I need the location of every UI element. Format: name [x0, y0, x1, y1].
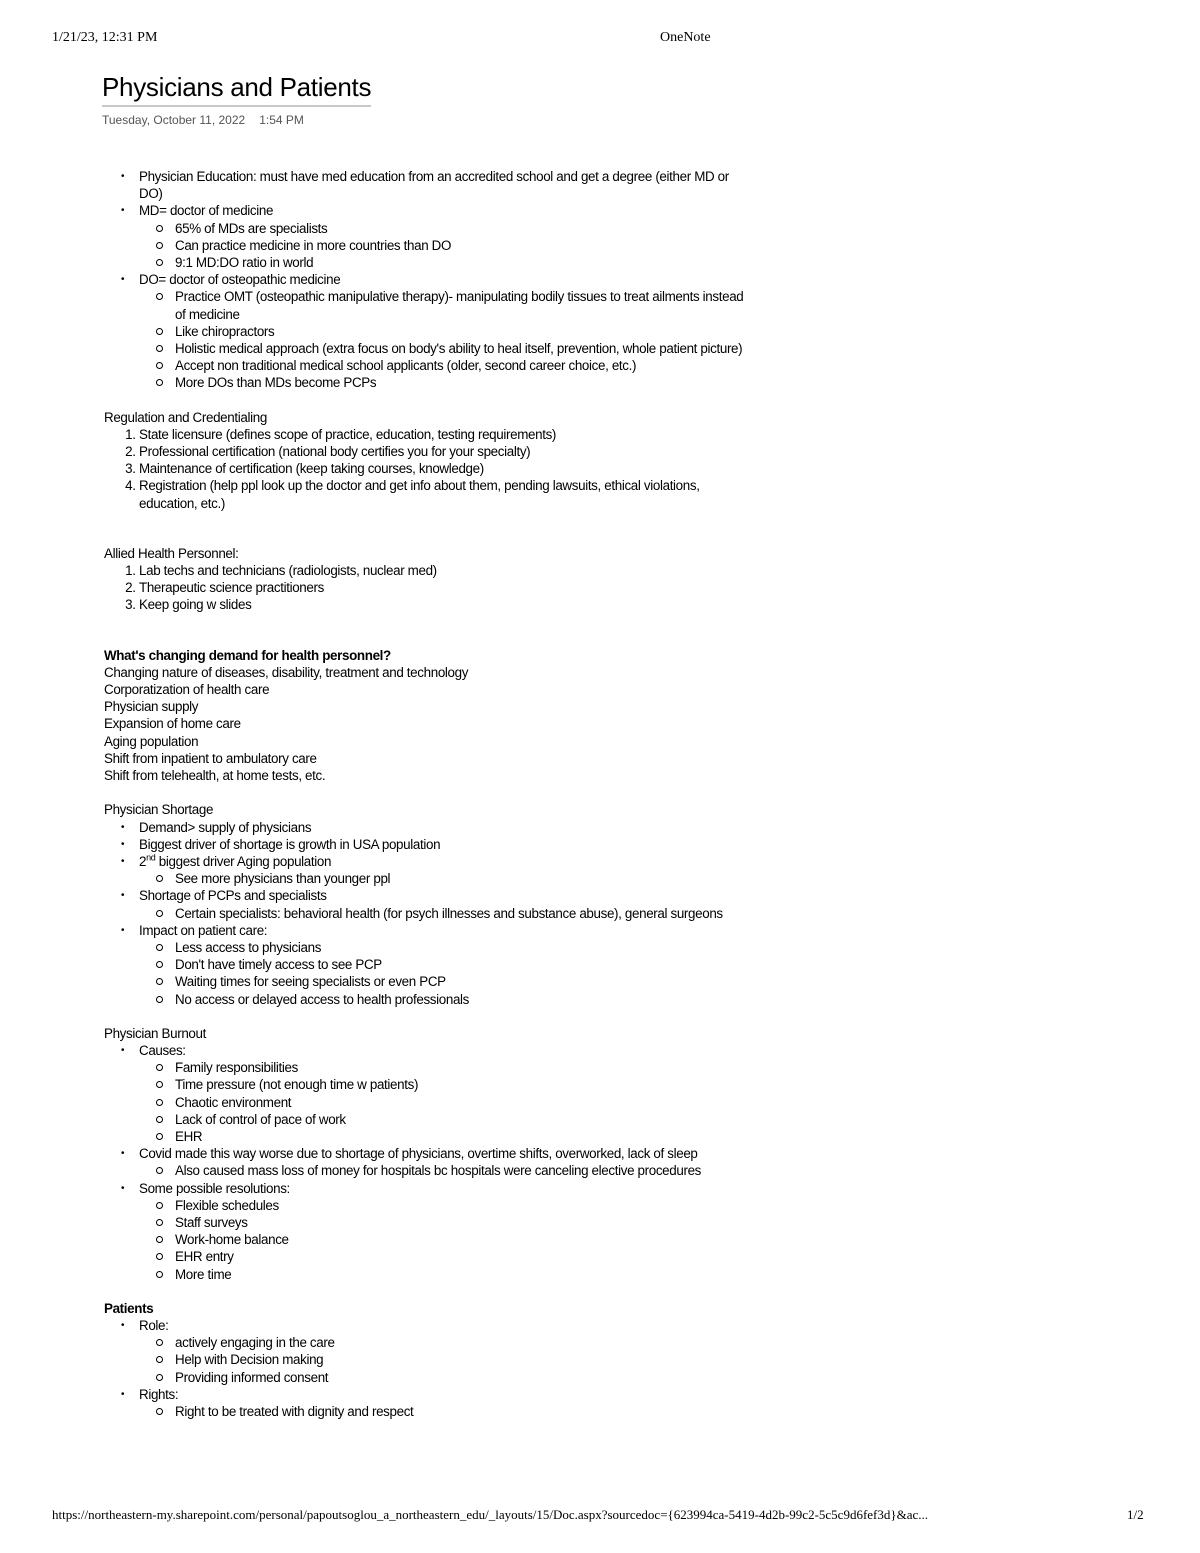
list-item — [139, 922, 744, 1008]
print-page-number: 1/2 — [1127, 1507, 1144, 1522]
list-item: 9:1 MD:DO ratio in world — [175, 254, 744, 271]
list-item: Can practice medicine in more countries than DO — [175, 237, 744, 254]
md-sublist — [139, 220, 744, 272]
list-item-text-part: biggest driver Aging population — [155, 853, 332, 869]
patients-sublist — [139, 1403, 744, 1420]
list-item: 3. Maintenance of certification (keep taking courses, knowledge) — [139, 460, 744, 477]
list-item: Help with Decision making — [175, 1351, 744, 1368]
list-item — [139, 1317, 744, 1386]
list-item-text: Shortage of PCPs and specialists — [139, 888, 327, 904]
list-item — [139, 168, 744, 202]
list-item: 1. State licensure (defines scope of practice, education, testing requirements) — [139, 426, 744, 443]
text-line: Aging population — [104, 733, 199, 749]
list-item — [139, 1145, 744, 1179]
list-item: More DOs than MDs become PCPs — [175, 374, 744, 391]
list-item-text: DO= doctor of osteopathic medicine — [139, 272, 341, 288]
section-heading-shortage: Physician Shortage — [104, 802, 214, 818]
burnout-sublist — [139, 1197, 744, 1283]
print-app-name: OneNote — [660, 30, 711, 45]
list-item: No access or delayed access to health professionals — [175, 991, 744, 1008]
list-item: Practice OMT (osteopathic manipulative therapy)- manipulating bodily tissues to treat ailments instead of medicine — [175, 289, 744, 322]
list-item — [139, 1042, 744, 1145]
list-item: Lack of control of pace of work — [175, 1111, 744, 1128]
list-item-text-part: 2 — [139, 853, 147, 869]
list-item: Chaotic environment — [175, 1094, 744, 1111]
list-item: Providing informed consent — [175, 1369, 744, 1386]
text-line: Changing nature of diseases, disability, treatment and technology — [104, 664, 469, 680]
page-title: Physicians and Patients — [102, 72, 371, 107]
list-item: Accept non traditional medical school applicants (older, second career choice, etc.) — [175, 357, 744, 374]
patients-list — [104, 1317, 744, 1420]
print-footer-url: https://northeastern-my.sharepoint.com/personal/papoutsoglou_a_northeastern_edu/_layouts/15/Doc.aspx?sourcedoc={623994ca-5419-4d2b-99c2-5c5c9d6fef3d}&ac... — [52, 1507, 929, 1522]
burnout-sublist — [139, 1059, 744, 1145]
list-item: Work-home balance — [175, 1231, 744, 1248]
list-item: Less access to physicians — [175, 939, 744, 956]
page-date — [102, 113, 304, 127]
note-content — [104, 168, 744, 1420]
list-item-text: Some possible resolutions: — [139, 1180, 290, 1196]
list-item: See more physicians than younger ppl — [175, 870, 744, 887]
shortage-list — [104, 819, 744, 1008]
physician-education-list — [104, 168, 744, 392]
burnout-sublist — [139, 1162, 744, 1179]
superscript: nd — [146, 852, 156, 863]
allied-list — [104, 562, 744, 614]
list-item — [139, 853, 744, 887]
text-line: Shift from inpatient to ambulatory care — [104, 750, 317, 766]
list-item-text: Causes: — [139, 1042, 186, 1058]
list-item: • Biggest driver of shortage is growth in USA population — [139, 836, 744, 853]
list-item: Time pressure (not enough time w patients) — [175, 1076, 744, 1093]
list-item-text: Rights: — [139, 1386, 179, 1402]
list-item: 2. Therapeutic science practitioners — [139, 579, 744, 596]
list-item: • Demand> supply of physicians — [139, 819, 744, 836]
list-item: actively engaging in the care — [175, 1334, 744, 1351]
list-item: Flexible schedules — [175, 1197, 744, 1214]
list-item: Certain specialists: behavioral health (for psych illnesses and substance abuse), general surgeons — [175, 905, 744, 922]
list-item: EHR — [175, 1128, 744, 1145]
list-item: Don't have timely access to see PCP — [175, 956, 744, 973]
list-item — [139, 1180, 744, 1283]
page-time: 1:54 PM — [259, 113, 304, 127]
burnout-list — [104, 1042, 744, 1283]
page-date-text: Tuesday, October 11, 2022 — [102, 113, 246, 127]
list-item — [139, 1386, 744, 1420]
list-item: Family responsibilities — [175, 1059, 744, 1076]
section-heading-allied: Allied Health Personnel: — [104, 545, 239, 561]
list-item-text: Physician Education: must have med education from an accredited school and get a degree (either MD or DO) — [139, 169, 729, 202]
list-item — [139, 271, 744, 391]
shortage-sublist — [139, 905, 744, 922]
list-item-text: Role: — [139, 1317, 169, 1333]
list-item: Holistic medical approach (extra focus on body's ability to heal itself, prevention, whole patient picture) — [175, 341, 743, 357]
list-item-text: Impact on patient care: — [139, 922, 268, 938]
regulation-list — [104, 426, 744, 512]
text-line: Physician supply — [104, 699, 199, 715]
list-item: 65% of MDs are specialists — [175, 220, 744, 237]
list-item: 2. Professional certification (national body certifies you for your specialty) — [139, 443, 744, 460]
section-heading-regulation: Regulation and Credentialing — [104, 409, 267, 425]
section-heading-burnout: Physician Burnout — [104, 1025, 206, 1041]
list-item: 4. Registration (help ppl look up the doctor and get info about them, pending lawsuits, ethical violations, education, etc.) — [139, 477, 744, 511]
list-item: Staff surveys — [175, 1214, 744, 1231]
text-line: Shift from telehealth, at home tests, etc. — [104, 768, 326, 784]
list-item-text: MD= doctor of medicine — [139, 203, 274, 219]
do-sublist — [139, 288, 744, 391]
section-heading-patients: Patients — [104, 1300, 154, 1316]
shortage-sublist — [139, 870, 744, 887]
text-line: Expansion of home care — [104, 716, 241, 732]
list-item — [139, 887, 744, 921]
list-item: Right to be treated with dignity and respect — [175, 1403, 744, 1420]
list-item — [139, 202, 744, 271]
list-item: Waiting times for seeing specialists or even PCP — [175, 973, 744, 990]
print-datetime: 1/21/23, 12:31 PM — [52, 30, 158, 45]
list-item: More time — [175, 1266, 744, 1283]
list-item: Like chiropractors — [175, 323, 744, 340]
text-line: Corporatization of health care — [104, 682, 270, 698]
list-item: EHR entry — [175, 1248, 744, 1265]
list-item: Also caused mass loss of money for hospitals bc hospitals were canceling elective procedures — [175, 1162, 744, 1179]
shortage-sublist — [139, 939, 744, 1008]
list-item: 3. Keep going w slides — [139, 596, 744, 613]
list-item-text: Covid made this way worse due to shortage of physicians, overtime shifts, overworked, lack of sleep — [139, 1146, 698, 1162]
list-item: 1. Lab techs and technicians (radiologists, nuclear med) — [139, 562, 744, 579]
section-heading-demand: What's changing demand for health personnel? — [104, 647, 391, 663]
patients-sublist — [139, 1334, 744, 1386]
